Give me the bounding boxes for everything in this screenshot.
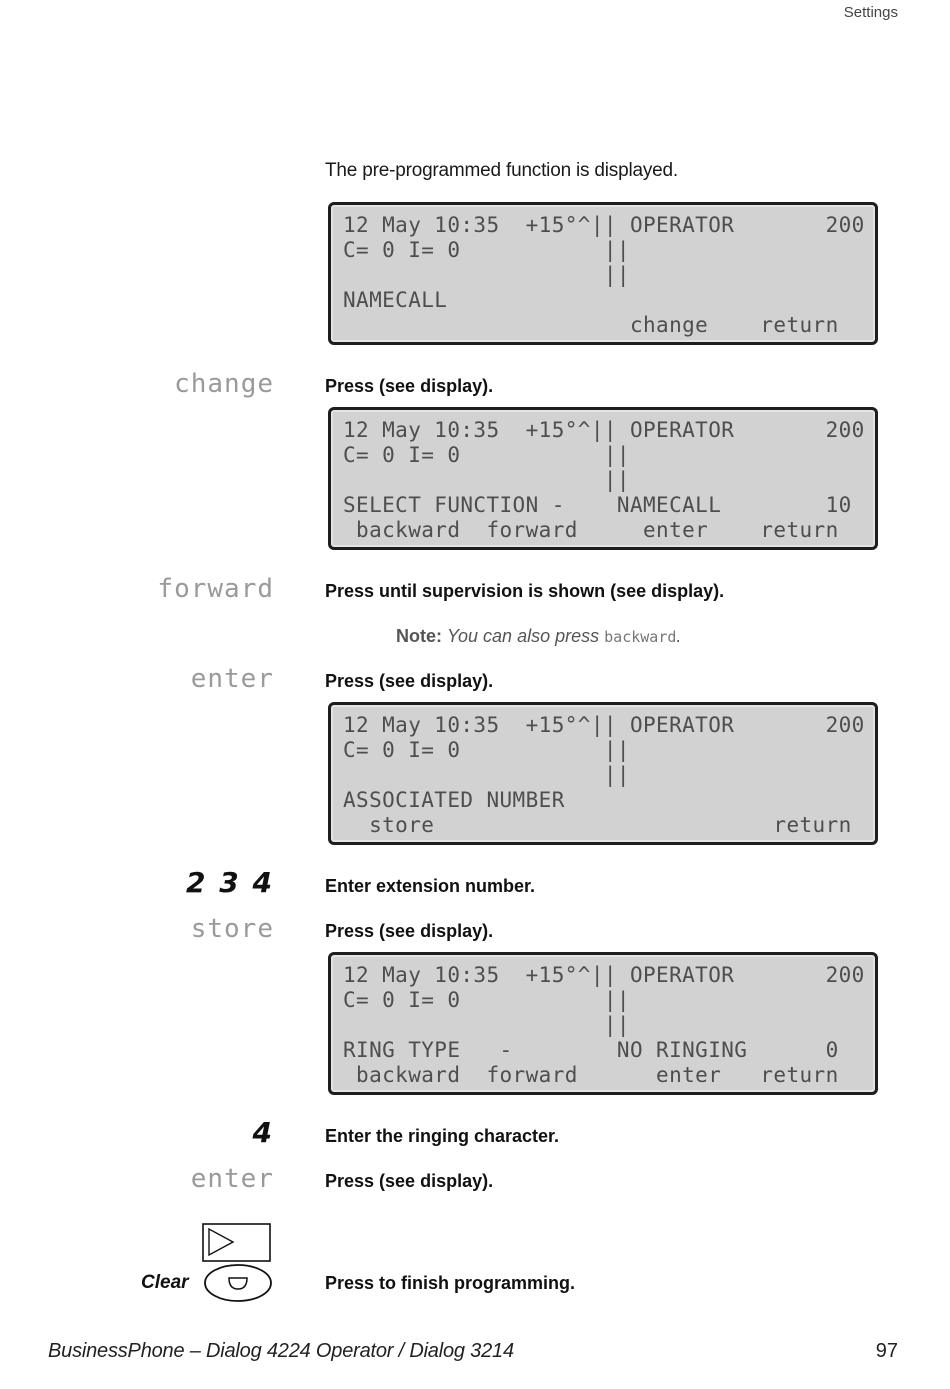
note-end: . bbox=[676, 626, 682, 646]
step-instruction: Enter extension number. bbox=[325, 876, 536, 896]
page-header-section: Settings bbox=[843, 4, 898, 21]
display-row: || bbox=[343, 1013, 630, 1037]
display-row: 12 May 10:35 +15°^|| OPERATOR 200 bbox=[343, 213, 865, 237]
display-row: ASSOCIATED NUMBER bbox=[343, 788, 565, 812]
display-row: SELECT FUNCTION - NAMECALL 10 bbox=[343, 493, 852, 517]
display-row: C= 0 I= 0 || bbox=[343, 443, 630, 467]
softkey-enter: enter bbox=[190, 1164, 274, 1194]
step-instruction: Press (see display). bbox=[325, 1171, 494, 1191]
softkey-change: change bbox=[174, 369, 274, 399]
display-row: || bbox=[343, 468, 630, 492]
softkey-enter: enter bbox=[190, 664, 274, 694]
display-row: C= 0 I= 0 || bbox=[343, 238, 630, 262]
display-softkey-row: backward forward enter return bbox=[343, 1063, 839, 1087]
display-softkey-row: change return bbox=[343, 313, 839, 337]
step-instruction: Press (see display). bbox=[325, 376, 494, 396]
display-row: || bbox=[343, 763, 630, 787]
display-row: 12 May 10:35 +15°^|| OPERATOR 200 bbox=[343, 713, 865, 737]
note-softkey-backward: backward bbox=[604, 628, 677, 646]
display-row: 12 May 10:35 +15°^|| OPERATOR 200 bbox=[343, 418, 865, 442]
display-row: 12 May 10:35 +15°^|| OPERATOR 200 bbox=[343, 963, 865, 987]
display-row: NAMECALL bbox=[343, 288, 448, 312]
display-softkey-row: backward forward enter return bbox=[343, 518, 839, 542]
note-label: Note: bbox=[396, 626, 442, 646]
note bbox=[396, 626, 681, 647]
page-number: 97 bbox=[875, 1340, 898, 1362]
display-row: RING TYPE - NO RINGING 0 bbox=[343, 1038, 839, 1062]
step-instruction: Press (see display). bbox=[325, 921, 494, 941]
display-row: C= 0 I= 0 || bbox=[343, 988, 630, 1012]
step-instruction: Enter the ringing character. bbox=[325, 1126, 560, 1146]
softkey-store: store bbox=[190, 914, 274, 944]
step-instruction: Press (see display). bbox=[325, 671, 494, 691]
phone-display-3 bbox=[328, 702, 878, 845]
digit-keys-234: 2 3 4 bbox=[186, 866, 274, 899]
display-row: C= 0 I= 0 || bbox=[343, 738, 630, 762]
phone-display-1 bbox=[328, 202, 878, 345]
note-text: You can also press bbox=[447, 626, 600, 646]
display-row: || bbox=[343, 263, 630, 287]
clear-key-label: Clear bbox=[141, 1272, 189, 1293]
intro-text: The pre-programmed function is displayed. bbox=[325, 160, 678, 181]
phone-display-4 bbox=[328, 952, 878, 1095]
footer-title: BusinessPhone – Dialog 4224 Operator / Dialog 3214 bbox=[48, 1340, 514, 1362]
step-instruction: Press to finish programming. bbox=[325, 1273, 576, 1293]
display-softkey-row: store return bbox=[343, 813, 852, 837]
softkey-forward: forward bbox=[157, 574, 274, 604]
phone-display-2 bbox=[328, 407, 878, 550]
digit-key-4: 4 bbox=[252, 1116, 274, 1149]
step-instruction: Press until supervision is shown (see display). bbox=[325, 581, 725, 601]
clear-key-icon bbox=[200, 1222, 276, 1304]
